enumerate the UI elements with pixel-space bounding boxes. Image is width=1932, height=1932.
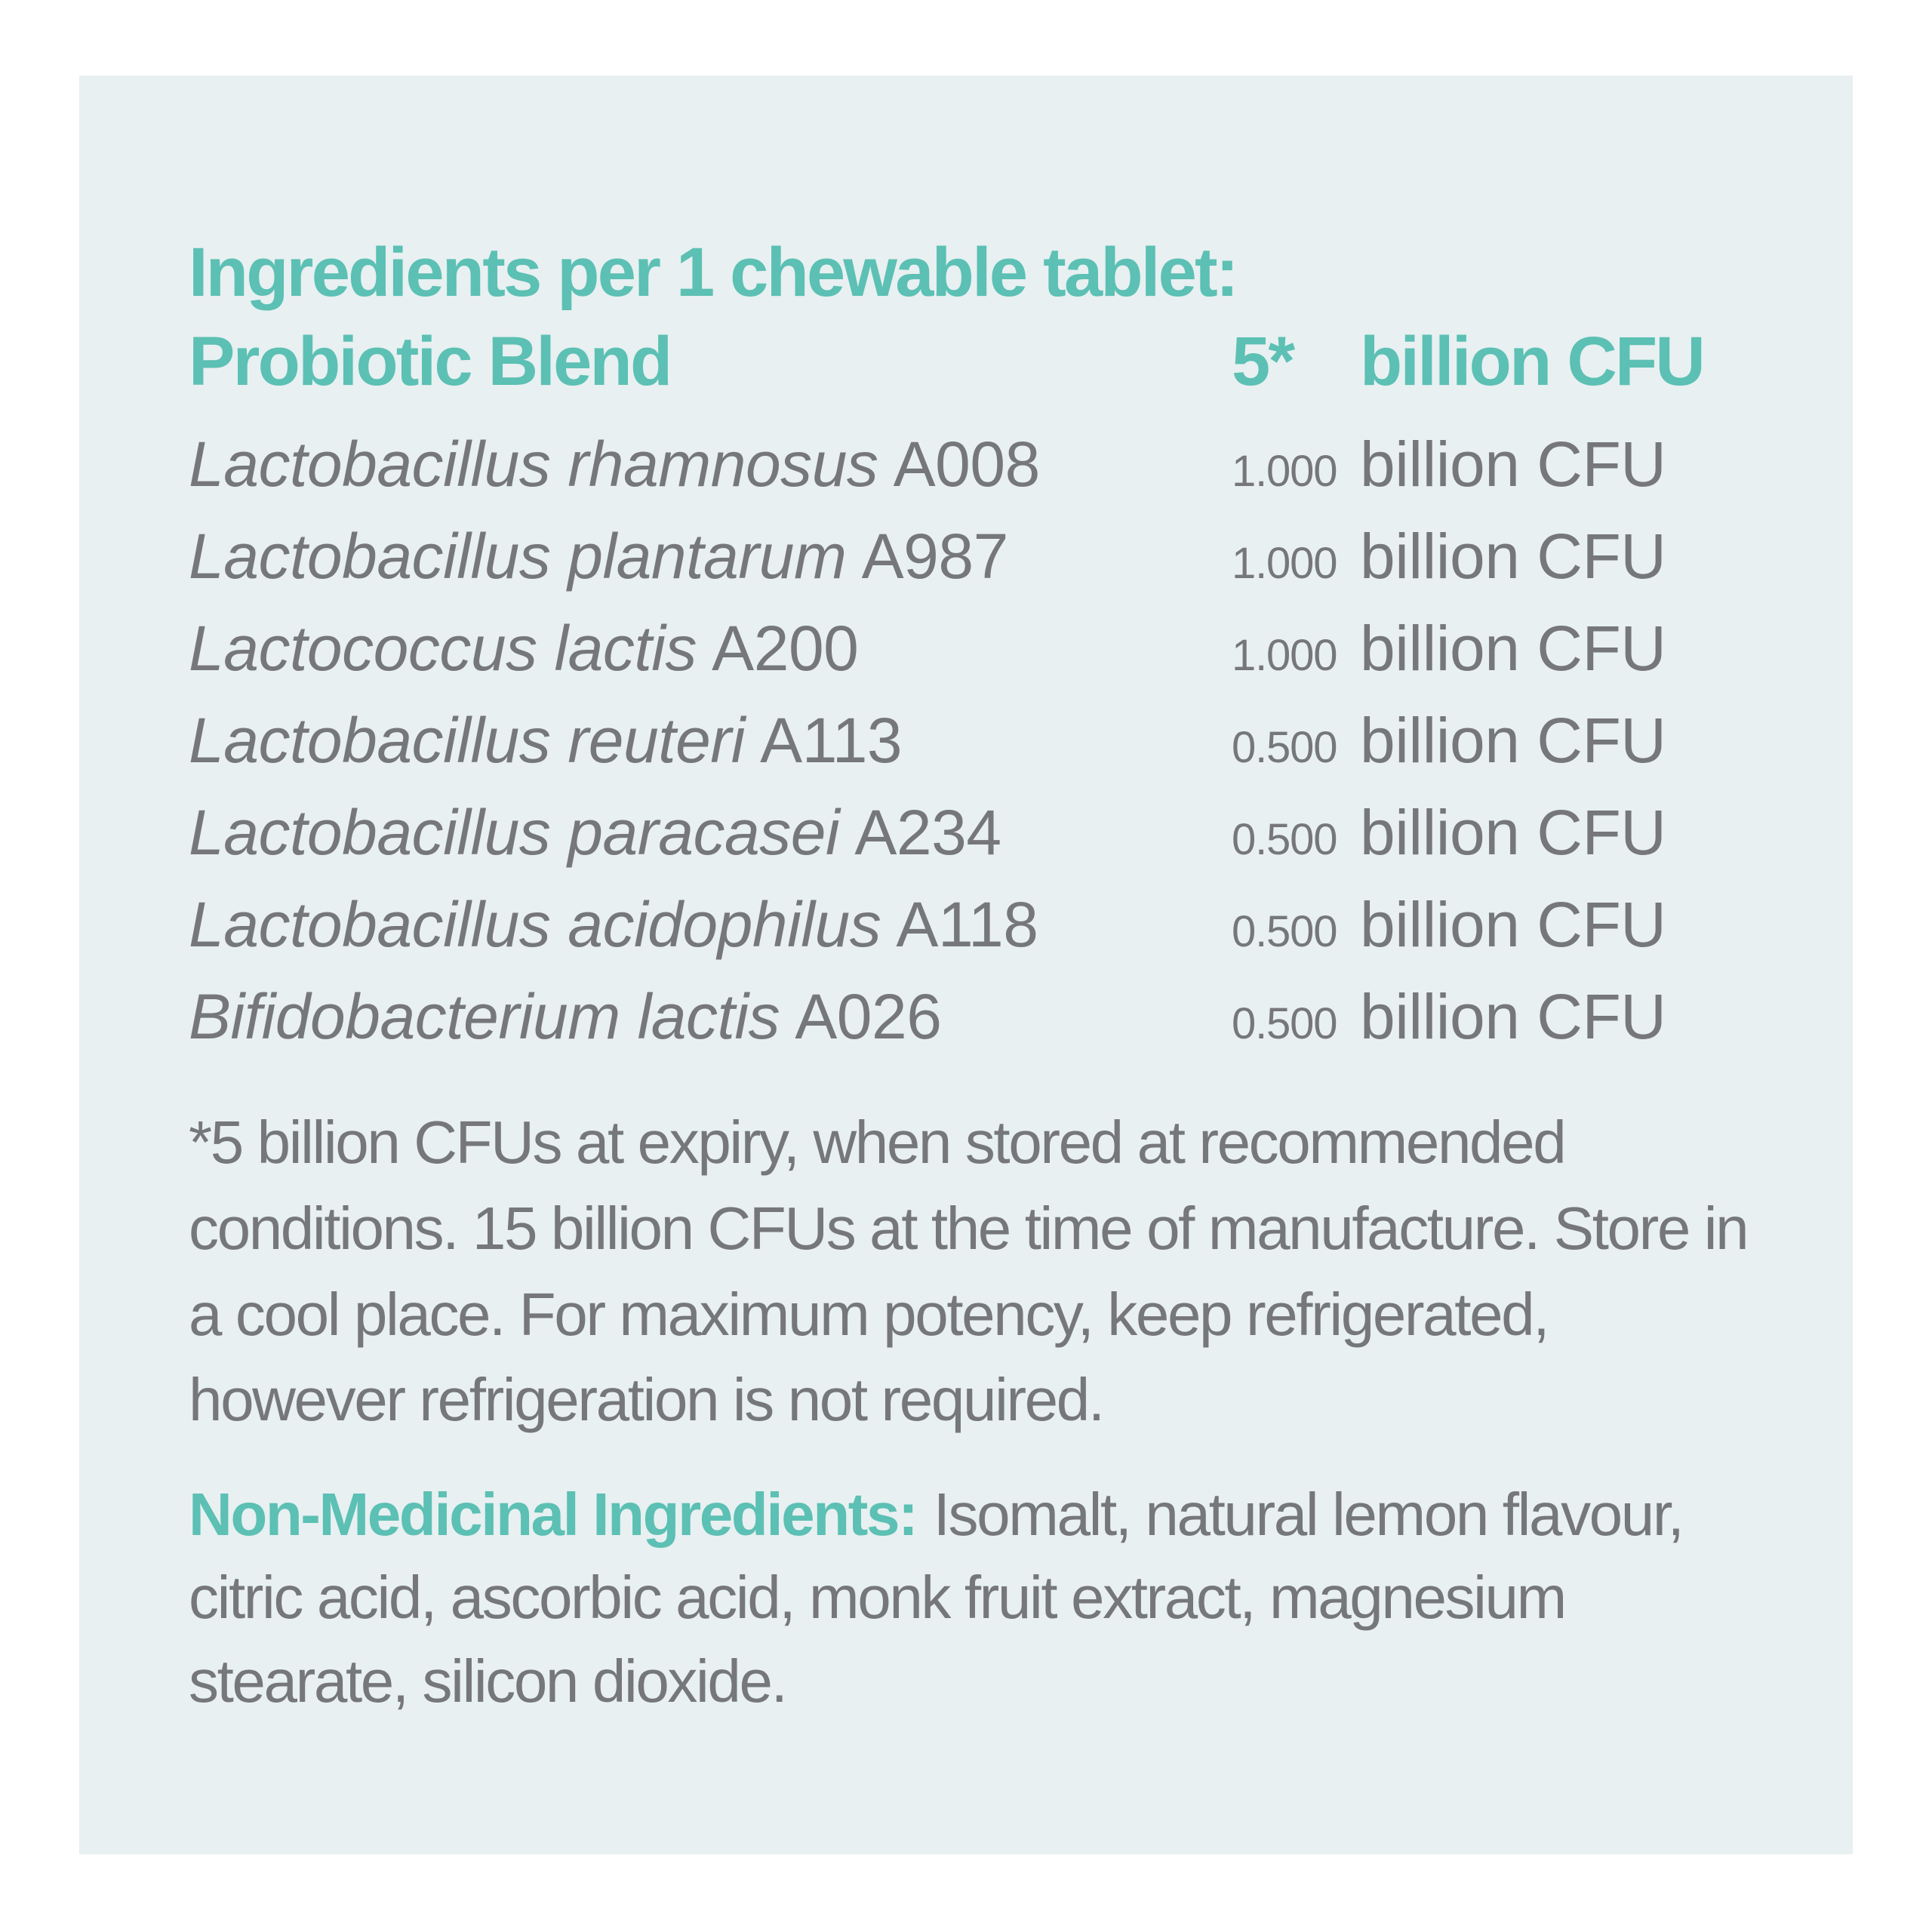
ingredient-unit: billion CFU <box>1360 521 1666 592</box>
ingredient-amount: 0.500 <box>1232 723 1337 773</box>
ingredient-name <box>189 613 1232 685</box>
non-medicinal-section <box>189 1473 1777 1723</box>
ingredients-panel <box>79 75 1853 1854</box>
blend-unit: billion CFU <box>1360 323 1704 401</box>
ingredient-name <box>189 521 1232 592</box>
ingredient-name <box>189 981 1232 1053</box>
ingredient-amount: 1.000 <box>1232 539 1337 589</box>
species-name: Bifidobacterium lactis <box>189 981 780 1053</box>
table-row <box>189 429 1777 500</box>
ingredient-unit: billion CFU <box>1360 613 1666 685</box>
ingredient-name <box>189 705 1232 777</box>
ingredient-name <box>189 889 1232 961</box>
table-row <box>189 889 1777 961</box>
blend-label: Probiotic Blend <box>189 323 671 401</box>
ingredient-unit: billion CFU <box>1360 981 1666 1053</box>
species-name: Lactobacillus acidophilus <box>189 889 881 961</box>
strain-code: A118 <box>896 889 1038 961</box>
strain-code: A987 <box>861 521 1008 592</box>
strain-code: A234 <box>854 797 1001 869</box>
ingredients-title: Ingredients per 1 chewable tablet: <box>189 234 1237 311</box>
strain-code: A113 <box>760 705 903 777</box>
ingredient-unit: billion CFU <box>1360 705 1666 777</box>
ingredient-name <box>189 797 1232 869</box>
strain-code: A026 <box>795 981 942 1053</box>
storage-footnote: *5 billion CFUs at expiry, when stored at recommended conditions. 15 billion CFUs at the time of manufacture. Store in a cool place. For maximum potency, keep refrigerated, however refrigeration is not required. <box>189 1109 1748 1434</box>
table-row <box>189 797 1777 869</box>
blend-amount: 5* <box>1232 323 1294 401</box>
table-row <box>189 981 1777 1053</box>
probiotic-blend-header-row <box>189 319 1777 404</box>
ingredient-unit: billion CFU <box>1360 797 1666 869</box>
species-name: Lactococcus lactis <box>189 613 697 685</box>
ingredient-unit: billion CFU <box>1360 889 1666 961</box>
non-medicinal-label: Non-Medicinal Ingredients: <box>189 1480 917 1548</box>
ingredient-unit: billion CFU <box>1360 429 1666 500</box>
strain-code: A008 <box>893 429 1040 500</box>
species-name: Lactobacillus plantarum <box>189 521 847 592</box>
table-row <box>189 521 1777 592</box>
strain-code: A200 <box>712 613 859 685</box>
ingredient-amount: 0.500 <box>1232 815 1337 865</box>
ingredient-amount: 0.500 <box>1232 907 1337 957</box>
species-name: Lactobacillus reuteri <box>189 705 745 777</box>
ingredient-amount: 0.500 <box>1232 999 1337 1049</box>
ingredient-name <box>189 429 1232 500</box>
ingredient-amount: 1.000 <box>1232 631 1337 681</box>
non-medicinal-text: Isomalt, natural lemon flavour, citric acid, ascorbic acid, monk fruit extract, magnesium stearate, silicon dioxide. <box>189 1480 1683 1715</box>
species-name: Lactobacillus rhamnosus <box>189 429 878 500</box>
table-row <box>189 705 1777 777</box>
species-name: Lactobacillus paracasei <box>189 797 840 869</box>
ingredient-amount: 1.000 <box>1232 447 1337 497</box>
table-row <box>189 613 1777 685</box>
